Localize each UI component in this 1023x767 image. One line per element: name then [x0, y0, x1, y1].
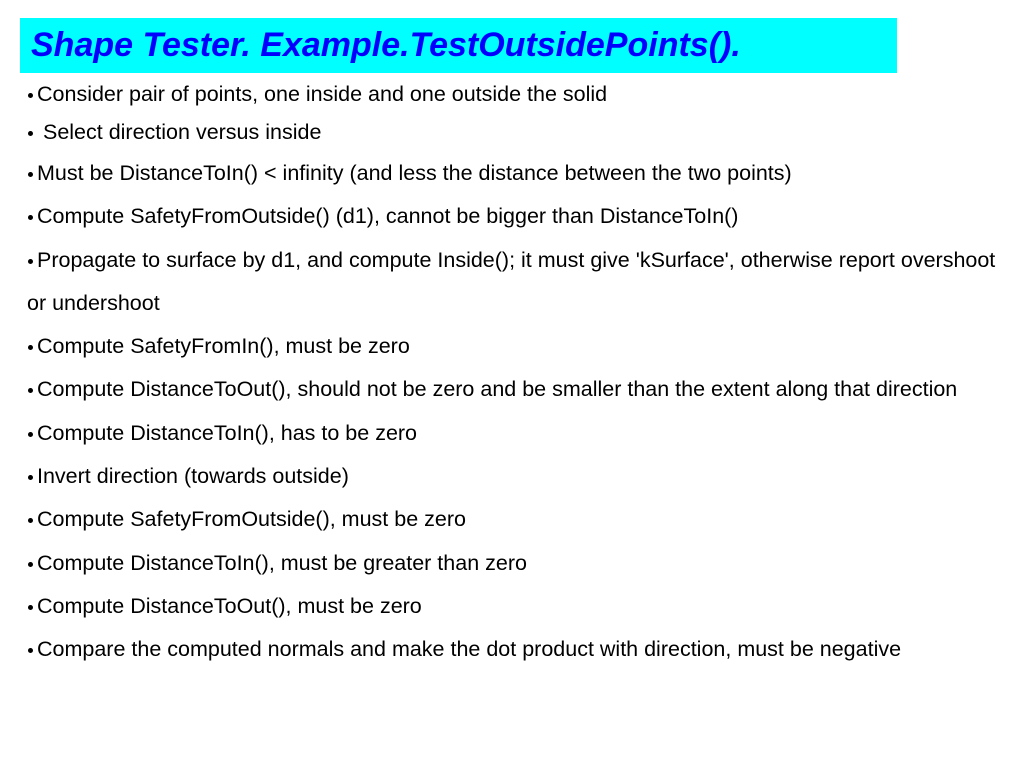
bullet-item: [27, 325, 1007, 368]
bullet-dot-icon: [28, 432, 33, 437]
bullet-text: Must be DistanceToIn() < infinity (and less the distance between the two points): [37, 161, 792, 185]
bullet-item: [27, 498, 1007, 541]
bullet-text: Compute DistanceToIn(), must be greater than zero: [37, 550, 527, 575]
bullet-item: [27, 412, 1007, 455]
bullet-item: [27, 239, 1007, 326]
bullet-text: Propagate to surface by d1, and compute Inside(); it must give 'kSurface', otherwise report overshoot or undershoot: [27, 247, 996, 315]
bullet-text: Compare the computed normals and make the dot product with direction, must be negative: [37, 637, 902, 662]
bullet-text: Compute DistanceToOut(), should not be zero and be smaller than the extent along that direction: [37, 377, 958, 402]
bullet-text: Compute DistanceToIn(), has to be zero: [37, 420, 418, 445]
bullet-dot-icon: [28, 259, 33, 264]
bullet-dot-icon: [28, 605, 33, 610]
bullet-text: Compute SafetyFromOutside(), must be zero: [37, 507, 466, 532]
bullet-dot-icon: [28, 93, 33, 98]
bullet-item: [27, 152, 1007, 195]
bullet-text: Compute SafetyFromOutside() (d1), cannot be bigger than DistanceToIn(): [37, 204, 739, 229]
bullet-dot-icon: [28, 518, 33, 523]
bullet-item: [27, 114, 1007, 150]
bullet-dot-icon: [28, 215, 33, 220]
bullet-item: [27, 585, 1007, 628]
bullet-item: [27, 76, 1007, 112]
bullet-dot-icon: [28, 345, 33, 350]
slide-title: Shape Tester. Example.TestOutsidePoints().: [20, 18, 897, 73]
bullet-item: [27, 195, 1007, 238]
bullet-dot-icon: [28, 131, 33, 136]
bullet-text: Select direction versus inside: [37, 120, 322, 144]
bullet-item: [27, 628, 1007, 671]
bullet-text: Consider pair of points, one inside and one outside the solid: [37, 82, 608, 106]
bullet-dot-icon: [28, 388, 33, 393]
bullet-item: [27, 455, 1007, 498]
bullet-list: [27, 76, 1007, 672]
bullet-dot-icon: [28, 648, 33, 653]
bullet-dot-icon: [28, 562, 33, 567]
bullet-text: Compute SafetyFromIn(), must be zero: [37, 334, 410, 359]
bullet-item: [27, 368, 1007, 411]
bullet-text: Invert direction (towards outside): [37, 464, 349, 489]
bullet-item: [27, 542, 1007, 585]
bullet-dot-icon: [28, 172, 33, 177]
bullet-dot-icon: [28, 475, 33, 480]
bullet-text: Compute DistanceToOut(), must be zero: [37, 593, 422, 618]
